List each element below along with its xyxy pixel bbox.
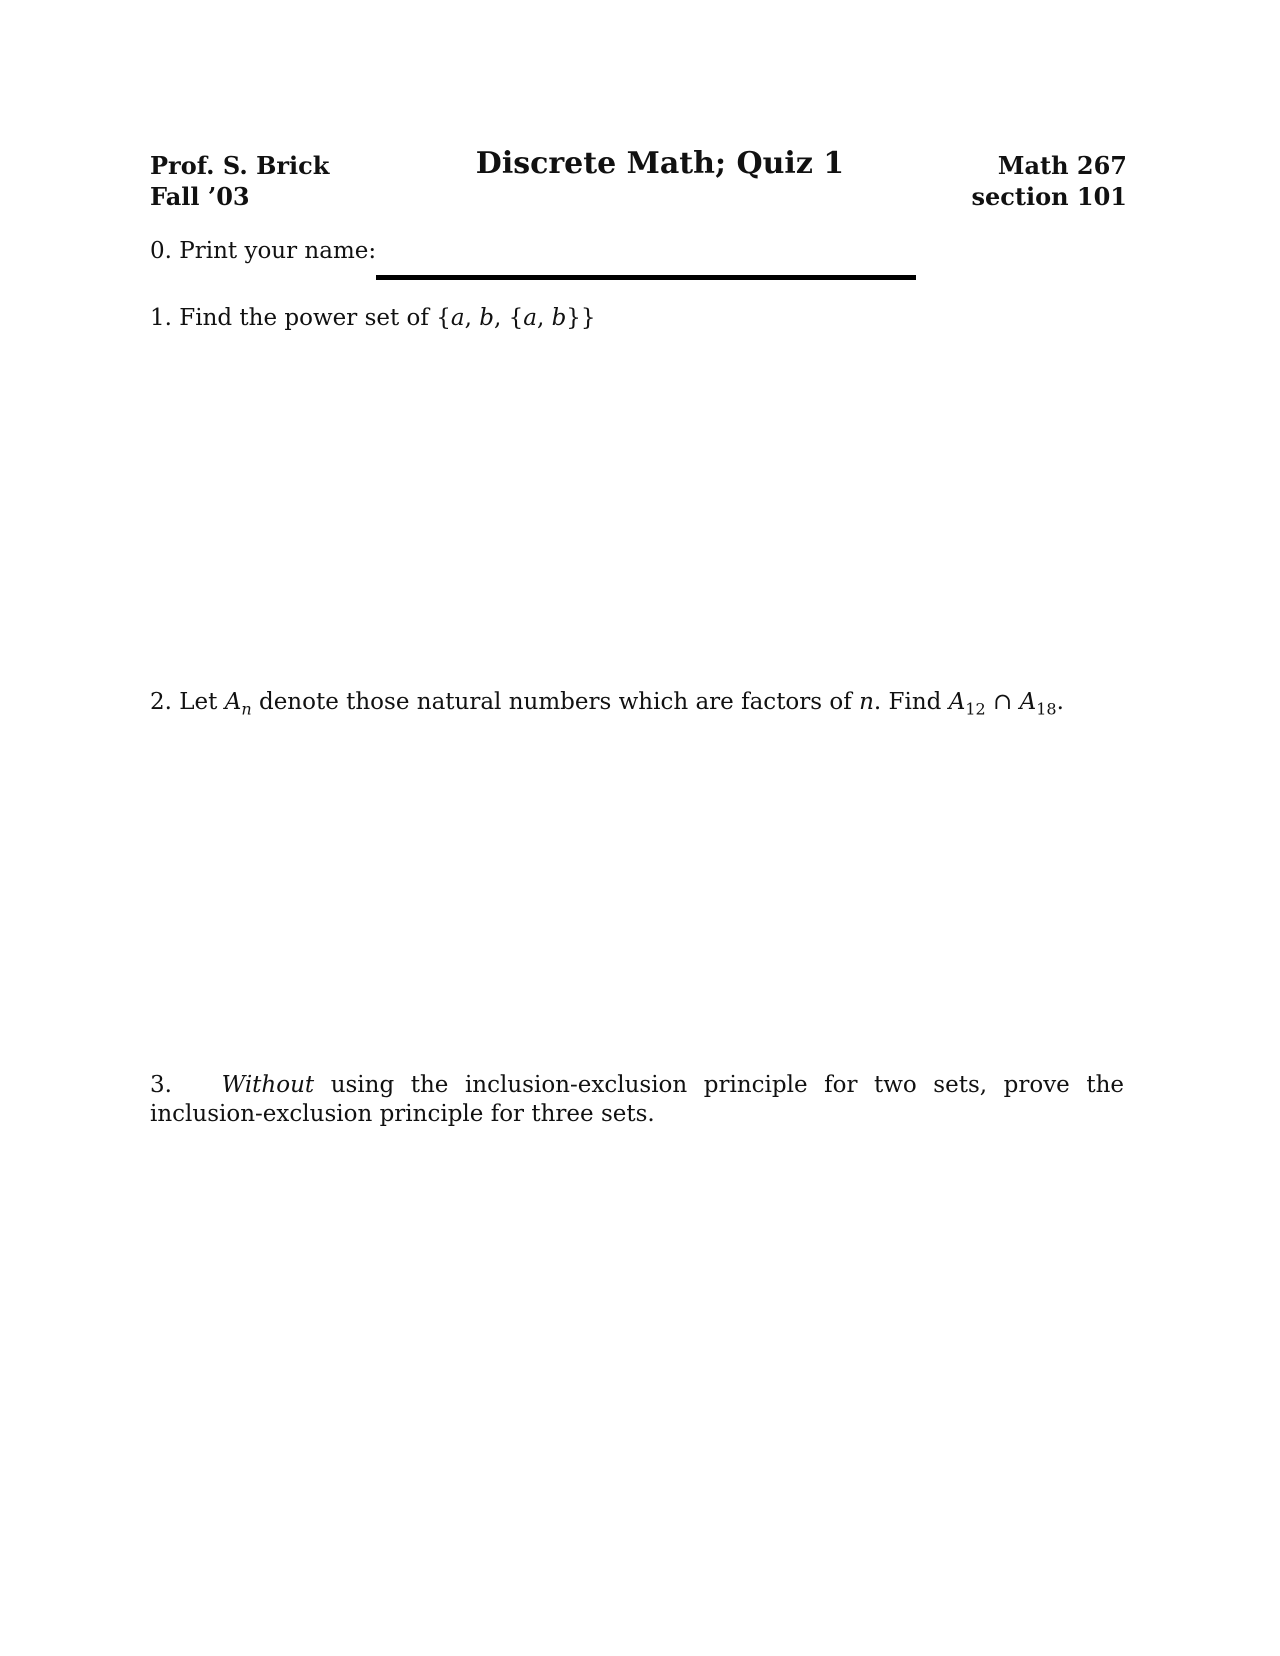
question-3-number: 3. <box>150 1072 172 1098</box>
question-3-text: using the inclusion-exclusion principle for two sets, prove the inclusion-exclusion principle for three sets. <box>150 1072 1125 1127</box>
name-line[interactable] <box>376 275 916 280</box>
question-0 <box>150 237 376 266</box>
question-1 <box>150 304 596 333</box>
question-3-emphasis: Without <box>221 1072 315 1098</box>
question-2: 2. Let $A_n$ denote those natural numbers which are factors of n. Find $A_{12}$ ∩ $A_{18}$. <box>150 689 1064 719</box>
term: Fall ’03 <box>150 182 250 211</box>
variable-n: n <box>859 689 874 715</box>
header-right <box>971 150 1127 212</box>
intersection-expression: $A_{12}$ ∩ $A_{18}$. <box>948 689 1064 719</box>
question-3 <box>150 1071 1124 1129</box>
variable-A-n: $A_n$ <box>224 689 252 719</box>
question-1-number: 1. <box>150 305 172 331</box>
set-expression: {a, b, {a, b}} <box>436 305 596 331</box>
question-2-number: 2. <box>150 689 172 715</box>
question-0-text: Print your name: <box>179 238 377 264</box>
question-1-text: Find the power set of <box>179 305 429 331</box>
section-number: section 101 <box>971 182 1127 211</box>
course-number: Math 267 <box>997 151 1127 180</box>
question-0-number: 0. <box>150 238 172 264</box>
quiz-title: Discrete Math; Quiz 1 <box>475 146 845 181</box>
instructor-name: Prof. S. Brick <box>150 151 330 180</box>
